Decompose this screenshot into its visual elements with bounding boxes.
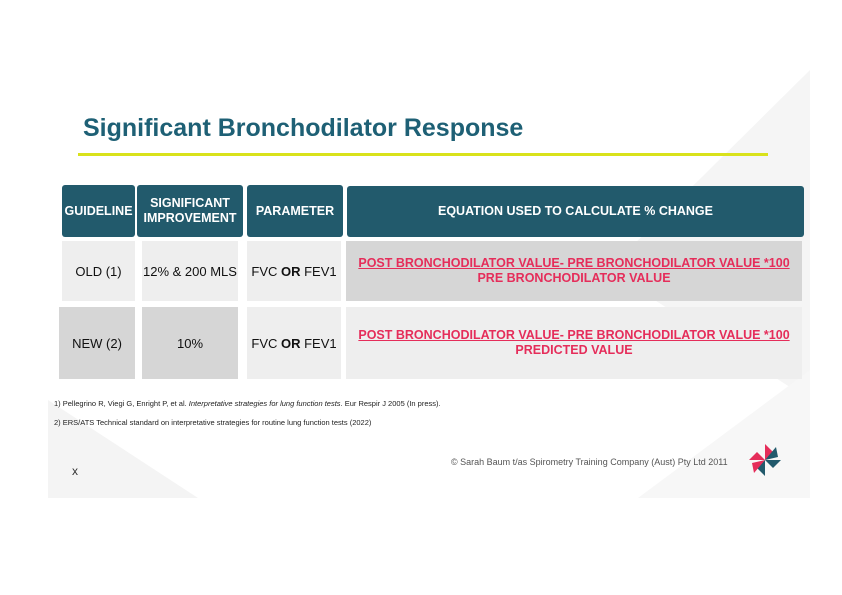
row2-guideline: NEW (2) xyxy=(72,335,122,351)
ref1-title: Interpretative strategies for lung function tests xyxy=(188,399,341,408)
header-improvement xyxy=(137,185,243,237)
header-parameter-label: PARAMETER xyxy=(255,203,335,218)
header-guideline xyxy=(62,185,135,237)
row2-denominator: PREDICTED VALUE xyxy=(515,343,633,357)
row2-param-b: FEV1 xyxy=(300,335,337,351)
row1-parameter xyxy=(251,264,336,279)
table-row-1-equation xyxy=(346,241,802,301)
header-equation xyxy=(347,186,804,237)
slide xyxy=(48,70,810,498)
header-guideline-label: GUIDELINE xyxy=(64,203,133,218)
logo-blade-2 xyxy=(765,460,781,468)
page-title: Significant Bronchodilator Response xyxy=(83,114,524,142)
table-row-2-parameter xyxy=(247,307,341,379)
row2-numerator: POST BRONCHODILATOR VALUE- PRE BRONCHODILATOR VALUE *100 xyxy=(358,328,790,342)
header-improvement-line1: SIGNIFICANT xyxy=(150,196,230,210)
table-row-2-guideline xyxy=(59,307,135,379)
row2-param-a: FVC xyxy=(251,335,281,351)
row1-param-a: FVC xyxy=(251,263,281,279)
reference-1 xyxy=(54,399,441,408)
table-row-1-parameter xyxy=(247,241,341,301)
row1-guideline: OLD (1) xyxy=(75,263,122,279)
bg-triangle-bottom xyxy=(638,370,810,498)
close-icon[interactable]: x xyxy=(72,464,78,478)
row1-numerator: POST BRONCHODILATOR VALUE- PRE BRONCHODILATOR VALUE *100 xyxy=(358,256,790,270)
reference-2: 2) ERS/ATS Technical standard on interpretative strategies for routine lung function tests (2022) xyxy=(54,418,372,427)
header-equation-label: EQUATION USED TO CALCULATE % CHANGE xyxy=(437,204,713,218)
table-row-2-equation xyxy=(346,307,802,379)
header-parameter xyxy=(247,185,343,237)
row2-param-or: OR xyxy=(281,335,301,351)
table-row-1-guideline xyxy=(62,241,135,301)
bg-triangle-left xyxy=(48,400,198,498)
row1-improvement: 12% & 200 MLS xyxy=(143,263,237,279)
table-row-1-improvement xyxy=(142,241,238,301)
title-underline xyxy=(78,153,768,156)
row2-parameter xyxy=(251,336,336,351)
logo-blade-4 xyxy=(749,452,765,460)
header-improvement-line2: IMPROVEMENT xyxy=(143,211,237,225)
row1-param-or: OR xyxy=(281,263,301,279)
copyright-text: © Sarah Baum t/as Spirometry Training Company (Aust) Pty Ltd 2011 xyxy=(451,457,728,467)
table-row-2-improvement xyxy=(142,307,238,379)
row1-denominator: PRE BRONCHODILATOR VALUE xyxy=(477,271,671,285)
row1-param-b: FEV1 xyxy=(300,263,337,279)
ref1-prefix: 1) Pellegrino R, Viegi G, Enright P, et al. xyxy=(54,399,189,408)
row2-improvement: 10% xyxy=(176,335,204,351)
ref1-suffix: . Eur Respir J 2005 (In press). xyxy=(340,399,441,408)
pinwheel-logo-icon xyxy=(748,443,782,477)
